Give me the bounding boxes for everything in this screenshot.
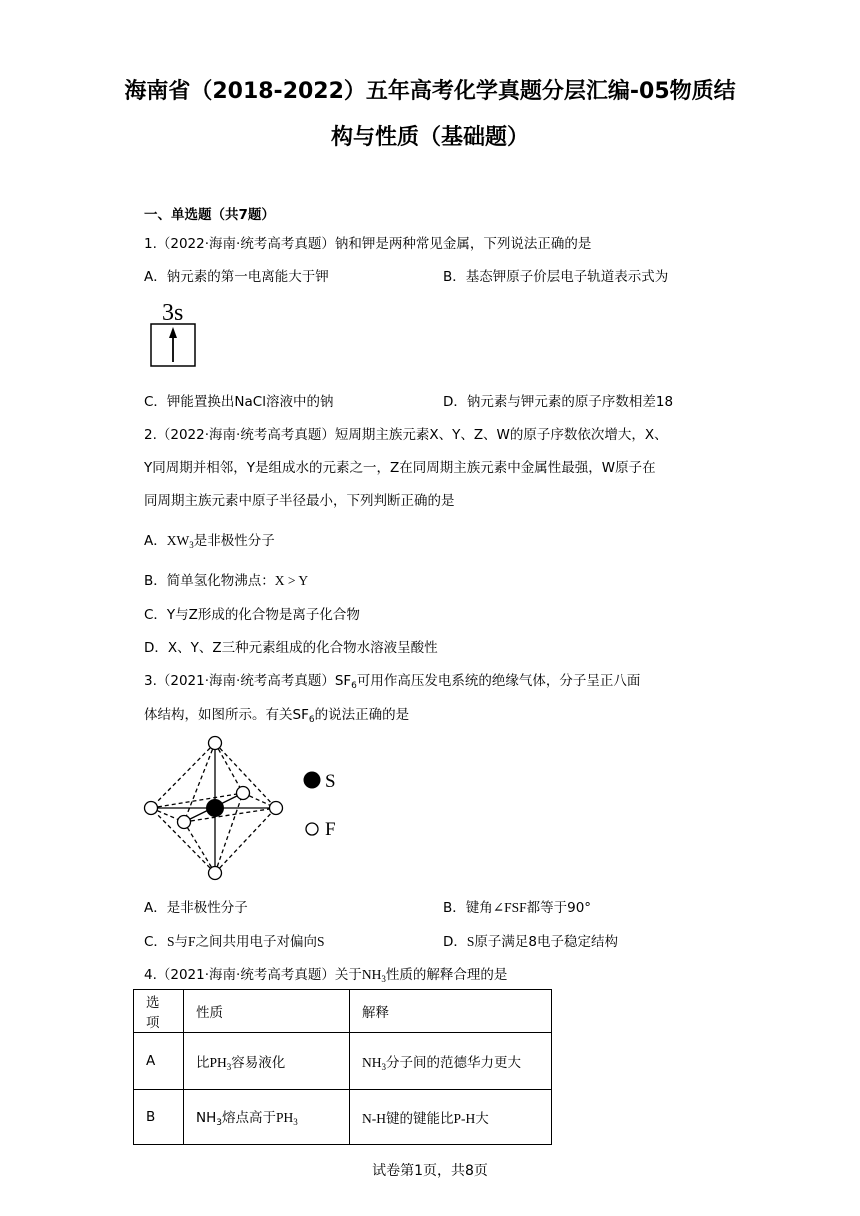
- table-header-row: [134, 990, 552, 1033]
- f-atom: [145, 802, 158, 815]
- q2-stem-line2: Y同周期并相邻，Y是组成水的元素之一，Z在同周期主族元素中金属性最强，W原子在: [144, 460, 656, 476]
- orbital-label: 3s: [162, 300, 184, 326]
- q3-option-c: C．S与F之间共用电子对偏向S: [144, 934, 325, 950]
- table-header-option: 选项: [134, 990, 184, 1033]
- q1-option-b: B．基态钾原子价层电子轨道表示式为: [443, 269, 669, 285]
- q3-stem-line1: 3.（2021·海南·统考高考真题）$SF_6$可用作高压发电系统的绝缘气体，分子呈正八面: [144, 673, 641, 691]
- q2-option-b: B．简单氢化物沸点：X > Y: [144, 573, 309, 589]
- q3-option-d: D．S原子满足8电子稳定结构: [443, 934, 619, 950]
- legend-f-marker: [306, 823, 318, 835]
- q2-stem-line3: 同周期主族元素中原子半径最小，下列判断正确的是: [144, 493, 455, 509]
- q2-option-c: C．Y与Z形成的化合物是离子化合物: [144, 607, 360, 623]
- legend-s-marker: [304, 772, 321, 789]
- f-atom: [178, 816, 191, 829]
- table-cell-option: B: [134, 1090, 184, 1145]
- q4-stem: 4.（2021·海南·统考高考真题）关于$NH_3$性质的解释合理的是: [144, 967, 508, 984]
- table-cell-property: $NH_3$熔点高于$PH_3$: [184, 1090, 350, 1145]
- page-title-line1: 海南省（2018-2022）五年高考化学真题分层汇编-05物质结: [124, 79, 736, 104]
- section-heading: 一、单选题（共7题）: [144, 207, 275, 223]
- q1-option-a: A．钠元素的第一电离能大于钾: [144, 269, 329, 285]
- f-atom: [209, 737, 222, 750]
- table-cell-explanation: $NH_3$分子间的范德华力更大: [350, 1033, 552, 1090]
- table-row: [134, 1090, 552, 1145]
- f-atom: [270, 802, 283, 815]
- q3-option-b: B．键角∠FSF都等于90°: [443, 900, 592, 916]
- q2-option-d: D．X、Y、Z三种元素组成的化合物水溶液呈酸性: [144, 640, 438, 656]
- q2-option-a: A．$XW_3$是非极性分子: [144, 533, 275, 550]
- q1-option-d: D．钠元素与钾元素的原子序数相差18: [443, 394, 674, 410]
- q1-stem: 1.（2022·海南·统考高考真题）钠和钾是两种常见金属，下列说法正确的是: [144, 236, 592, 252]
- s-atom: [206, 799, 224, 817]
- q3-stem-line2: 体结构，如图所示。有关$SF_6$的说法正确的是: [144, 707, 410, 725]
- orbital-diagram: [148, 297, 200, 373]
- f-atom: [209, 867, 222, 880]
- table-cell-property: 比$PH_3$容易液化: [184, 1033, 350, 1090]
- q4-options-table: [133, 989, 552, 1145]
- q3-option-a: A．是非极性分子: [144, 900, 248, 916]
- page-footer: 试卷第1页，共8页: [372, 1163, 488, 1179]
- page-title-line2: 构与性质（基础题）: [330, 125, 529, 150]
- sf6-octahedron-diagram: [138, 730, 358, 886]
- q1-option-c: C．钾能置换出NaCl溶液中的钠: [144, 394, 334, 410]
- table-row: [134, 1033, 552, 1090]
- formula-xw3: XW: [166, 533, 190, 548]
- spin-arrow-icon: [169, 327, 177, 338]
- table-cell-explanation: N-H键的键能比P-H大: [350, 1090, 552, 1145]
- legend-f-label: F: [325, 819, 336, 840]
- table-header-property: 性质: [184, 990, 350, 1033]
- f-atom: [237, 787, 250, 800]
- table-cell-option: A: [134, 1033, 184, 1090]
- q2-stem-line1: 2.（2022·海南·统考高考真题）短周期主族元素X、Y、Z、W的原子序数依次增大，X、: [144, 427, 668, 443]
- table-header-explanation: 解释: [350, 990, 552, 1033]
- formula-x-gt-y: X > Y: [274, 573, 309, 588]
- legend-s-label: S: [325, 771, 336, 792]
